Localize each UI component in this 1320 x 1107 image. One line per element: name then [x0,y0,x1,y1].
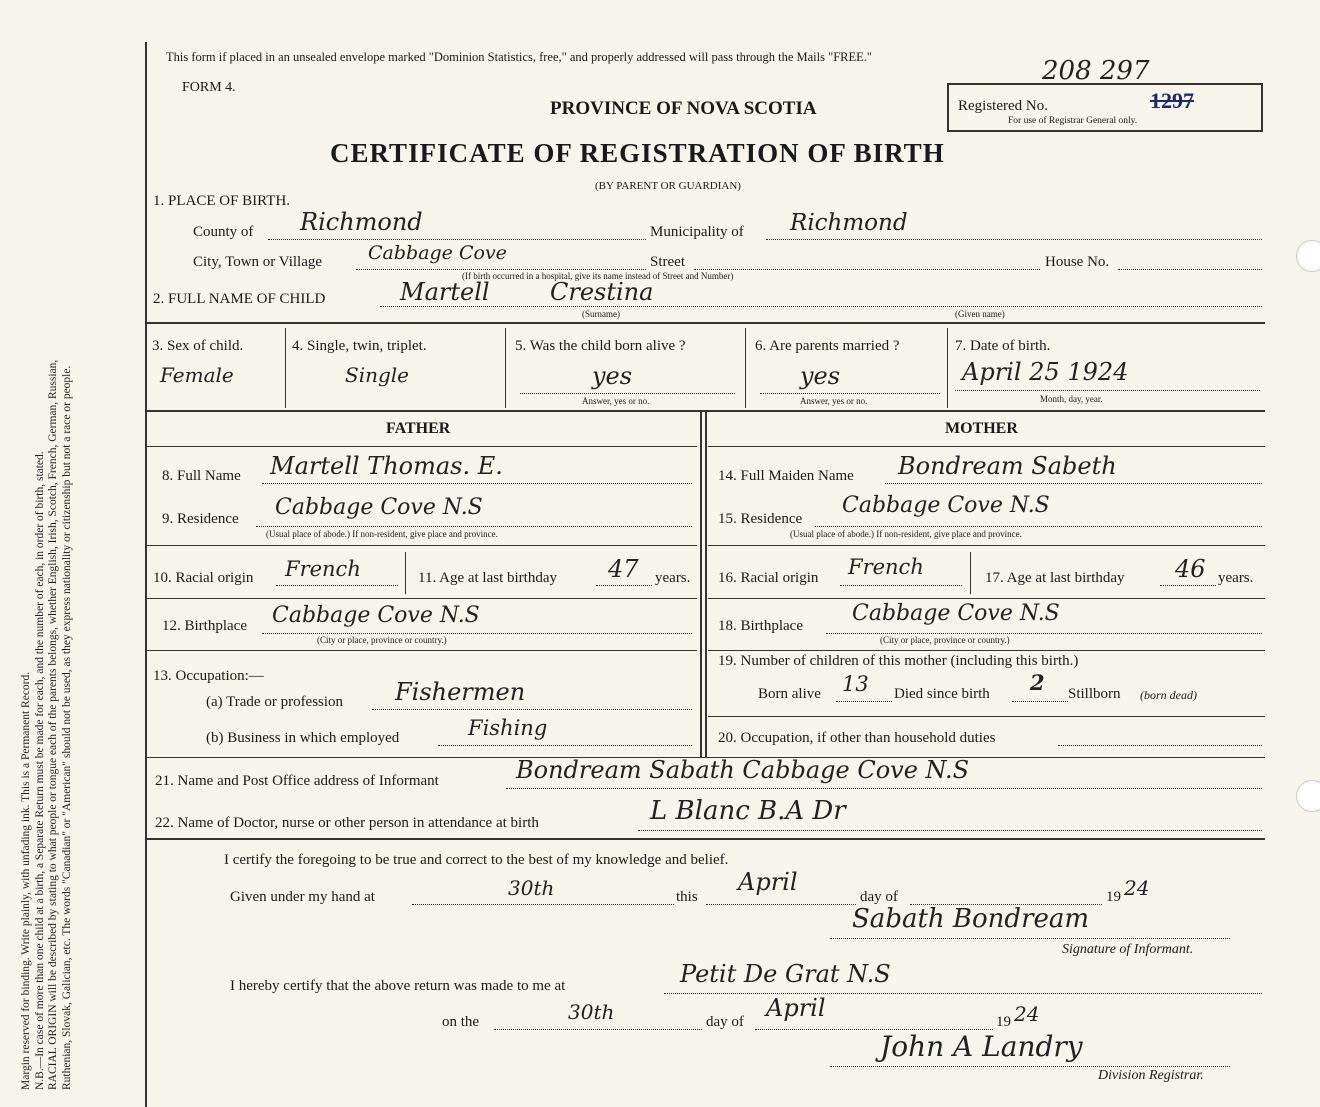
cell-border [947,328,948,408]
doctor-label: 22. Name of Doctor, nurse or other person in attendance at birth [155,815,539,831]
father-age-value: 47 [608,555,639,583]
died-line [1012,701,1068,702]
day-of-label: day of [860,889,898,905]
county-line [268,239,646,240]
registrar-use-note: For use of Registrar General only. [1008,116,1138,126]
registrar-signature: John A Landry [880,1030,1083,1063]
married-value: yes [800,362,841,390]
registrar-year-prefix: 19 [996,1014,1011,1030]
father-years-label: years. [655,570,691,586]
municipality-value: Richmond [790,210,908,236]
registrar-day: 30th [568,1000,615,1024]
father-heading: FATHER [386,420,451,437]
street-label: Street [650,254,685,270]
row-border [147,650,697,651]
father-trade-line [372,709,692,710]
mother-race-line [840,585,962,586]
mail-notice: This form if placed in an unsealed envelope marked "Dominion Statistics, free," and properly addressed will pass through the Mails "FREE." [166,50,873,64]
row-border [708,598,1265,599]
section-divider-3 [145,838,1265,840]
mother-birthplace-line [826,633,1262,634]
father-business-label: (b) Business in which employed [206,730,400,746]
dob-line [955,390,1260,391]
mother-residence-line [815,526,1262,527]
stillborn-note: (born dead) [1140,688,1197,702]
mother-years-label: years. [1218,570,1254,586]
mother-age-value: 46 [1175,555,1206,583]
father-race-label: 10. Racial origin [153,570,254,586]
child-name-line [380,306,1262,307]
parents-divider [700,412,702,757]
mother-birthplace-value: Cabbage Cove N.S [852,601,1060,626]
cell-border [970,552,971,594]
mother-occupation-line [1058,745,1262,746]
sex-label: 3. Sex of child. [152,338,244,354]
child-surname: Martell [400,278,490,306]
child-given-name: Crestina [550,278,654,306]
informant-signature: Sabath Bondream [852,904,1090,934]
margin-instructions [20,30,74,1090]
father-race-value: French [285,557,361,581]
certify-statement: I certify the foregoing to be true and correct to the best of my knowledge and belief. [224,852,729,868]
father-business-value: Fishing [468,716,548,740]
subtitle: (BY PARENT OR GUARDIAN) [595,180,741,192]
hospital-note: (If birth occurred in a hospital, give its name instead of Street and Number) [462,271,734,281]
plurality-label: 4. Single, twin, triplet. [292,338,427,354]
margin-line-2: N.B.—In case of more than one child at a birth, a Separate Return must be made for each, and the number of each, in order of birth, stated. [33,451,46,1090]
mother-birthplace-caption: (City or place, province or country.) [880,635,1010,645]
father-business-line [438,745,692,746]
father-trade-value: Fishermen [395,678,526,706]
born-alive-line [520,393,735,394]
mother-name-line [885,483,1262,484]
registered-number-handwritten: 208 297 [1042,56,1150,86]
born-alive-count: 13 [842,672,869,696]
mother-name-value: Bondream Sabeth [898,452,1117,480]
registrar-month: April [766,994,826,1022]
on-the-line [494,1029,702,1030]
father-age-line [596,585,652,586]
row-border [147,545,697,546]
registrar-statement: I hereby certify that the above return was made to me at [230,978,566,994]
informant-line [506,788,1262,789]
dob-value: April 25 1924 [962,358,1129,386]
row-border [147,446,697,447]
informant-signature-line [830,938,1230,939]
row-border [708,650,1265,651]
municipality-label: Municipality of [650,224,744,240]
mother-race-value: French [848,555,924,579]
father-age-label: 11. Age at last birthday [418,570,557,586]
row-border [708,716,1265,717]
given-day-value: 30th [508,876,555,900]
registered-no-label: Registered No. [958,98,1048,114]
stillborn-label: Stillborn [1068,686,1121,702]
mother-name-label: 14. Full Maiden Name [718,468,854,484]
father-occupation-label: 13. Occupation:— [153,668,264,684]
married-label: 6. Are parents married ? [755,338,900,354]
born-alive-count-line [836,701,892,702]
father-name-line [262,483,692,484]
mother-occupation-label: 20. Occupation, if other than household duties [718,730,996,746]
father-residence-caption: (Usual place of abode.) If non-resident, give place and province. [266,529,498,539]
born-alive-count-label: Born alive [758,686,821,702]
informant-value: Bondream Sabath Cabbage Cove N.S [516,756,970,784]
punch-hole [1296,240,1320,272]
father-residence-line [256,526,692,527]
row-border [147,598,697,599]
margin-line-4: Ruthenian, Slovak, Galician, etc. The words "Canadian" or "American" should not be used, as they express nationality or citizenship but not a race or people. [60,365,73,1090]
informant-label: 21. Name and Post Office address of Informant [155,773,439,789]
born-alive-value: yes [592,362,633,390]
dob-label: 7. Date of birth. [955,338,1051,354]
died-label: Died since birth [894,686,990,702]
city-value: Cabbage Cove [368,242,507,264]
father-birthplace-caption: (City or place, province or country.) [317,635,447,645]
registrar-caption: Division Registrar. [1098,1068,1204,1083]
sex-value: Female [160,363,234,387]
registrar-year: 24 [1014,1002,1040,1026]
given-place-line [412,904,674,905]
house-label: House No. [1045,254,1110,270]
county-value: Richmond [300,208,423,236]
mother-birthplace-label: 18. Birthplace [718,618,803,634]
this-label: this [676,889,698,905]
registrar-place-line [664,993,1262,994]
father-name-value: Martell Thomas. E. [270,452,503,480]
surname-caption: (Surname) [582,309,620,319]
registrar-signature-line [830,1066,1230,1067]
place-heading: 1. PLACE OF BIRTH. [153,193,291,209]
house-line [1118,269,1262,270]
mother-residence-value: Cabbage Cove N.S [842,493,1050,518]
street-line [694,269,1040,270]
born-alive-label: 5. Was the child born alive ? [515,338,686,354]
child-name-label: 2. FULL NAME OF CHILD [153,291,326,307]
month-value: April [738,868,798,896]
city-line [356,269,646,270]
father-birthplace-value: Cabbage Cove N.S [272,603,480,628]
parents-divider-2 [705,412,707,757]
province-heading: PROVINCE OF NOVA SCOTIA [550,98,817,119]
father-race-line [276,585,398,586]
father-trade-label: (a) Trade or profession [206,694,344,710]
given-caption: (Given name) [955,309,1005,319]
registrar-place: Petit De Grat N.S [680,960,891,988]
dob-caption: Month, day, year. [1040,394,1103,404]
married-line [760,393,940,394]
month-line [706,904,856,905]
mother-heading: MOTHER [945,420,1018,437]
margin-line-3: RACIAL ORIGIN will be described by stating to what people or tongue each of the parents belongs, whether English, Irish, Scotch, French, German, Russian, [47,359,59,1090]
on-the-label: on the [442,1014,480,1030]
margin-border [145,42,147,1107]
doctor-line [638,830,1262,831]
row-border [708,446,1265,447]
city-label: City, Town or Village [193,254,323,270]
mother-residence-caption: (Usual place of abode.) If non-resident, give place and province. [790,529,1022,539]
year-value: 24 [1124,876,1150,900]
informant-signature-caption: Signature of Informant. [1062,942,1194,957]
registered-no-struck: 1297 [1150,88,1194,113]
father-name-label: 8. Full Name [162,468,241,484]
municipality-line [766,239,1262,240]
form-number: FORM 4. [182,80,236,95]
children-count-label: 19. Number of children of this mother (including this birth.) [718,653,1079,669]
father-birthplace-label: 12. Birthplace [162,618,247,634]
margin-line-1: Margin reserved for binding. Write plainly, with unfading ink. This is a Permanent Record. [20,671,32,1090]
married-caption: Answer, yes or no. [800,396,868,406]
section-divider-1 [145,322,1265,324]
father-residence-label: 9. Residence [162,511,239,527]
cell-border [505,328,506,408]
year-prefix: 19 [1106,889,1121,905]
cell-border [745,328,746,408]
given-under-hand-label: Given under my hand at [230,889,375,905]
father-birthplace-line [262,633,692,634]
doctor-value: L Blanc B.A Dr [650,796,846,826]
row-border [708,545,1265,546]
born-alive-caption: Answer, yes or no. [582,396,650,406]
punch-hole [1296,780,1320,812]
registrar-day-of-label: day of [706,1014,744,1030]
mother-age-line [1160,585,1216,586]
father-residence-value: Cabbage Cove N.S [275,495,483,520]
page-title: CERTIFICATE OF REGISTRATION OF BIRTH [330,138,945,168]
county-label: County of [193,224,254,240]
plurality-value: Single [345,363,410,387]
cell-border [285,328,286,408]
mother-race-label: 16. Racial origin [718,570,819,586]
mother-residence-label: 15. Residence [718,511,803,527]
died-count: 2 [1030,670,1045,695]
cell-border [405,552,406,594]
mother-age-label: 17. Age at last birthday [985,570,1125,586]
